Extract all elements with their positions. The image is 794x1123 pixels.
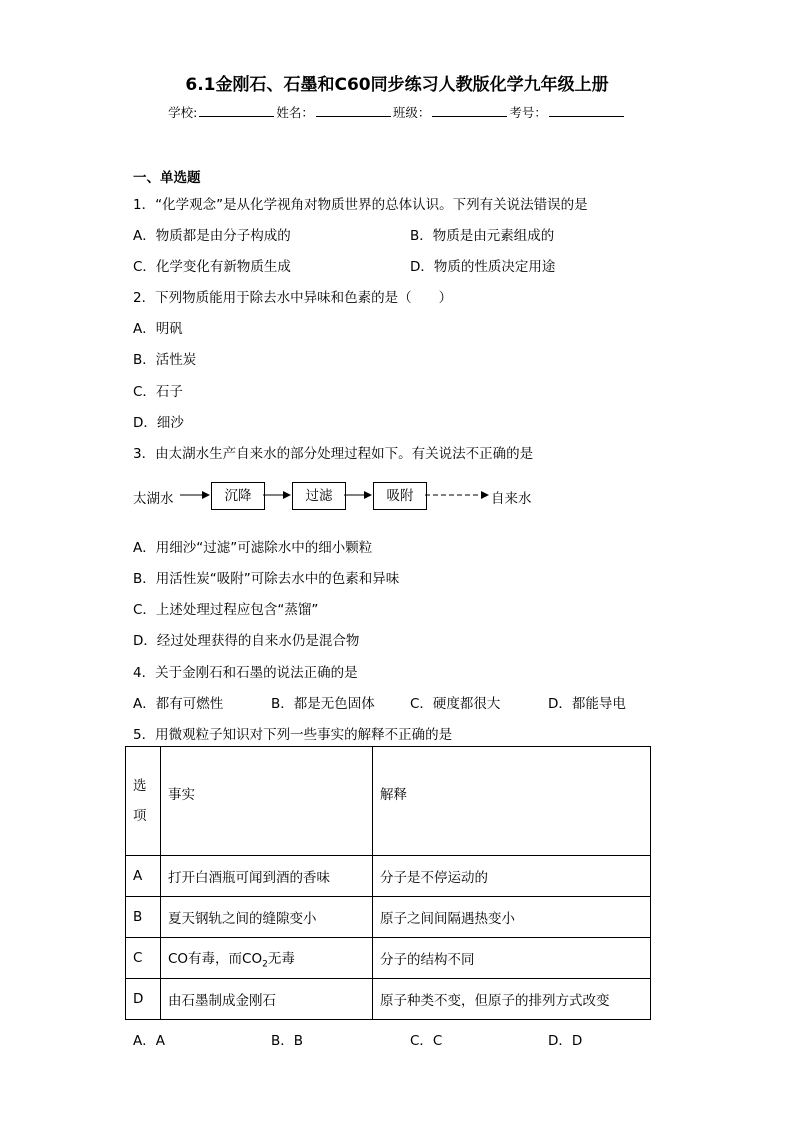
flow-target: 自来水 (491, 491, 532, 507)
fact-text-pre: CO有毒，而CO (168, 950, 263, 967)
row-explain: 分子是不停运动的 (373, 856, 651, 897)
water-treatment-flow (133, 482, 553, 510)
row-option: A (126, 856, 161, 897)
header-option-line1: 选 (133, 778, 147, 794)
table-header-row (126, 747, 651, 856)
table-row (126, 897, 651, 938)
table-row (126, 979, 651, 1020)
row-fact: 打开白酒瓶可闻到酒的香味 (161, 856, 373, 897)
q3-option-b[interactable]: B．用活性炭“吸附”可除去水中的色素和异味 (133, 571, 400, 587)
row-fact: 夏天钢轨之间的缝隙变小 (161, 897, 373, 938)
q2-option-c[interactable]: C．石子 (133, 384, 183, 400)
facts-table (125, 746, 651, 1020)
q4-option-b[interactable]: B．都是无色固体 (271, 696, 375, 712)
q1-option-c[interactable]: C．化学变化有新物质生成 (133, 259, 291, 275)
header-fact: 事实 (161, 747, 373, 856)
document-title: 6.1金刚石、石墨和C60同步练习人教版化学九年级上册 (185, 75, 609, 95)
class-blank[interactable] (432, 104, 507, 117)
flow-source: 太湖水 (133, 491, 174, 507)
fact-text-post: 无毒 (267, 950, 295, 967)
q4-stem: 4．关于金刚石和石墨的说法正确的是 (133, 665, 358, 681)
q1-option-d[interactable]: D．物质的性质决定用途 (410, 259, 556, 275)
q5-stem: 5．用微观粒子知识对下列一些事实的解释不正确的是 (133, 727, 453, 743)
q3-stem: 3．由太湖水生产自来水的部分处理过程如下。有关说法不正确的是 (133, 446, 534, 462)
name-blank[interactable] (316, 104, 391, 117)
flow-step-adsorb: 吸附 (373, 482, 427, 510)
q2-option-a[interactable]: A．明矾 (133, 321, 183, 337)
q3-option-c[interactable]: C．上述处理过程应包含“蒸馏” (133, 602, 319, 618)
class-label: 班级： (392, 105, 431, 120)
q1-option-a[interactable]: A．物质都是由分子构成的 (133, 228, 291, 244)
q5-option-c[interactable]: C．C (410, 1033, 443, 1049)
q2-option-d[interactable]: D．细沙 (133, 415, 184, 431)
row-option: B (126, 897, 161, 938)
q2-stem: 2．下列物质能用于除去水中异味和色素的是（ ） (133, 290, 453, 306)
school-blank[interactable] (199, 104, 274, 117)
row-fact: 由石墨制成金刚石 (161, 979, 373, 1020)
student-info-line (0, 103, 794, 121)
q3-option-a[interactable]: A．用细沙“过滤”可滤除水中的细小颗粒 (133, 540, 373, 556)
row-option: D (126, 979, 161, 1020)
row-option: C (126, 938, 161, 979)
q3-option-d[interactable]: D．经过处理获得的自来水仍是混合物 (133, 633, 360, 649)
header-explain: 解释 (373, 747, 651, 856)
q2-option-b[interactable]: B．活性炭 (133, 352, 197, 368)
table-row (126, 856, 651, 897)
row-explain: 分子的结构不同 (373, 938, 651, 979)
fact-subscript: 2 (262, 959, 268, 970)
q4-option-d[interactable]: D．都能导电 (548, 696, 626, 712)
flow-step-settle: 沉降 (211, 482, 265, 510)
number-blank[interactable] (549, 104, 624, 117)
row-explain: 原子之间间隔遇热变小 (373, 897, 651, 938)
section-heading: 一、单选题 (133, 170, 201, 186)
q5-option-b[interactable]: B．B (271, 1033, 304, 1049)
header-option-line2: 项 (133, 808, 147, 824)
row-explain: 原子种类不变，但原子的排列方式改变 (373, 979, 651, 1020)
school-label: 学校: (168, 105, 198, 120)
q5-option-a[interactable]: A．A (133, 1033, 165, 1049)
row-fact (161, 938, 373, 979)
name-label: 姓名： (276, 105, 314, 120)
q1-option-b[interactable]: B．物质是由元素组成的 (410, 228, 555, 244)
q4-option-a[interactable]: A．都有可燃性 (133, 696, 224, 712)
flow-step-filter: 过滤 (292, 482, 346, 510)
number-label: 考号： (509, 105, 547, 120)
q4-option-c[interactable]: C．硬度都很大 (410, 696, 501, 712)
table-row (126, 938, 651, 979)
q5-option-d[interactable]: D．D (548, 1033, 583, 1049)
q1-stem: 1．“化学观念”是从化学视角对物质世界的总体认识。下列有关说法错误的是 (133, 197, 588, 213)
header-option (126, 747, 161, 856)
